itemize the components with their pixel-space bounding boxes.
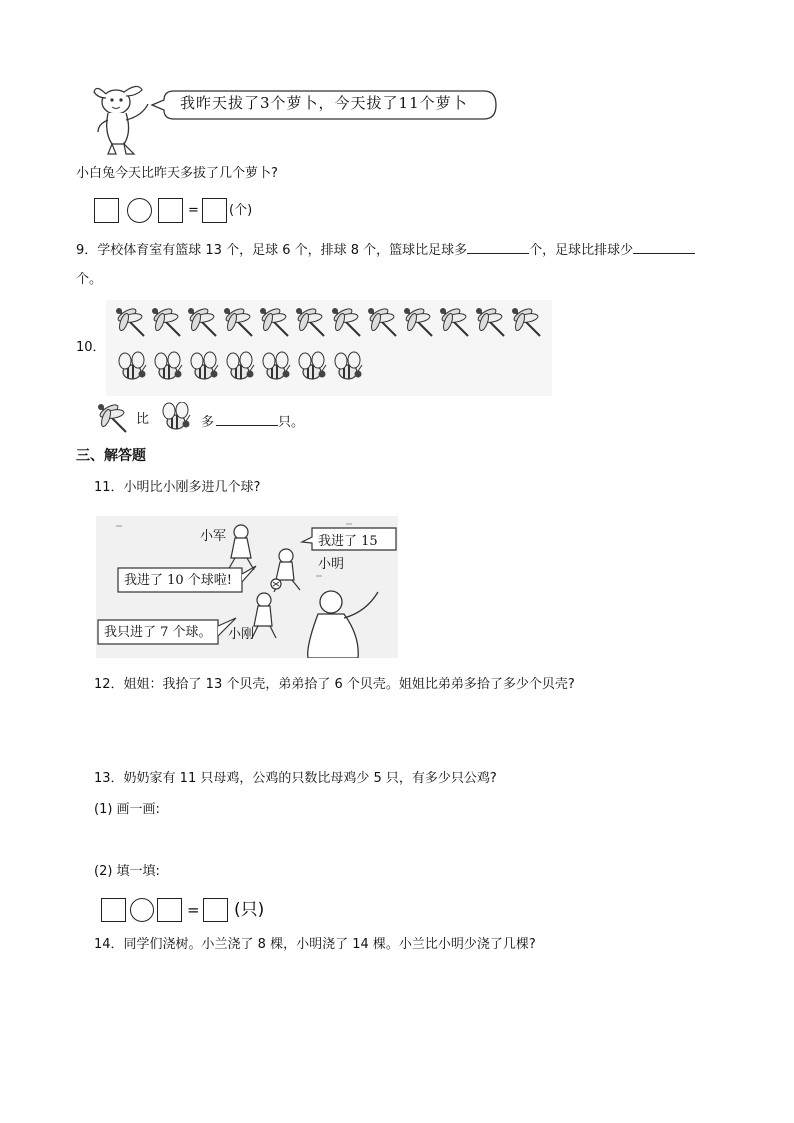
q13-question: 13．奶奶家有 11 只母鸡，公鸡的只数比母鸡少 5 只，有多少只公鸡? (94, 771, 497, 786)
section-title: 三、解答题 (76, 448, 146, 464)
bubble-10: 我进了 10 个球啦! (124, 573, 233, 588)
q12-question: 12．姐姐：我拾了 13 个贝壳，弟弟拾了 6 个贝壳。姐姐比弟弟多拾了多少个贝壳? (94, 677, 575, 692)
operator-circle[interactable] (130, 898, 154, 922)
operator-circle[interactable] (127, 198, 152, 223)
q10-blank[interactable] (216, 411, 278, 426)
bee-icon (160, 402, 194, 436)
q13-part2: (2) 填一填: (94, 864, 160, 879)
unit-label: (只) (234, 900, 265, 920)
q9-blank-1[interactable] (467, 239, 529, 254)
answer-box-1[interactable] (101, 898, 126, 922)
q9-blank-2[interactable] (633, 239, 695, 254)
q10-answer-line (201, 411, 304, 432)
q13-part1: (1) 画一画: (94, 802, 160, 817)
dragonfly-bee-picture (106, 300, 552, 396)
q9-text-a: 9．学校体育室有篮球 13 个，足球 6 个，排球 8 个，篮球比足球多 (76, 243, 468, 258)
q10-number: 10． (76, 340, 106, 355)
q10-zhi: 只。 (278, 415, 305, 430)
label-xiaogang: 小刚 (228, 627, 255, 642)
q8-question: 小白兔今天比昨天多拔了几个萝卜? (76, 166, 278, 181)
equals-sign: = (188, 203, 199, 218)
q14-question: 14．同学们浇树。小兰浇了 8 棵，小明浇了 14 棵。小兰比小明少浇了几棵? (94, 937, 536, 952)
q9-line2: 个。 (76, 272, 103, 287)
bubble-15: 我进了 15 (318, 534, 378, 549)
rabbit-speech: 我昨天拔了3个萝卜，今天拔了11个萝卜 (180, 94, 468, 112)
answer-box-2[interactable] (158, 198, 183, 223)
q11-question: 11．小明比小刚多进几个球? (94, 480, 261, 495)
q10-duo: 多 (201, 415, 215, 430)
bubble-7: 我只进了 7 个球。 (104, 625, 212, 640)
label-xiaoming: 小明 (318, 557, 345, 572)
label-xiaojun: 小军 (200, 529, 227, 544)
q10-bi: 比 (136, 412, 150, 427)
unit-label: (个) (229, 203, 253, 218)
q9-line1 (76, 239, 695, 260)
q9-text-b: 个，足球比排球少 (529, 243, 634, 258)
dragonfly-icon (96, 402, 130, 436)
answer-box-1[interactable] (94, 198, 119, 223)
equals-sign: = (187, 901, 200, 919)
answer-box-result[interactable] (202, 198, 227, 223)
answer-box-result[interactable] (203, 898, 228, 922)
answer-box-2[interactable] (157, 898, 182, 922)
